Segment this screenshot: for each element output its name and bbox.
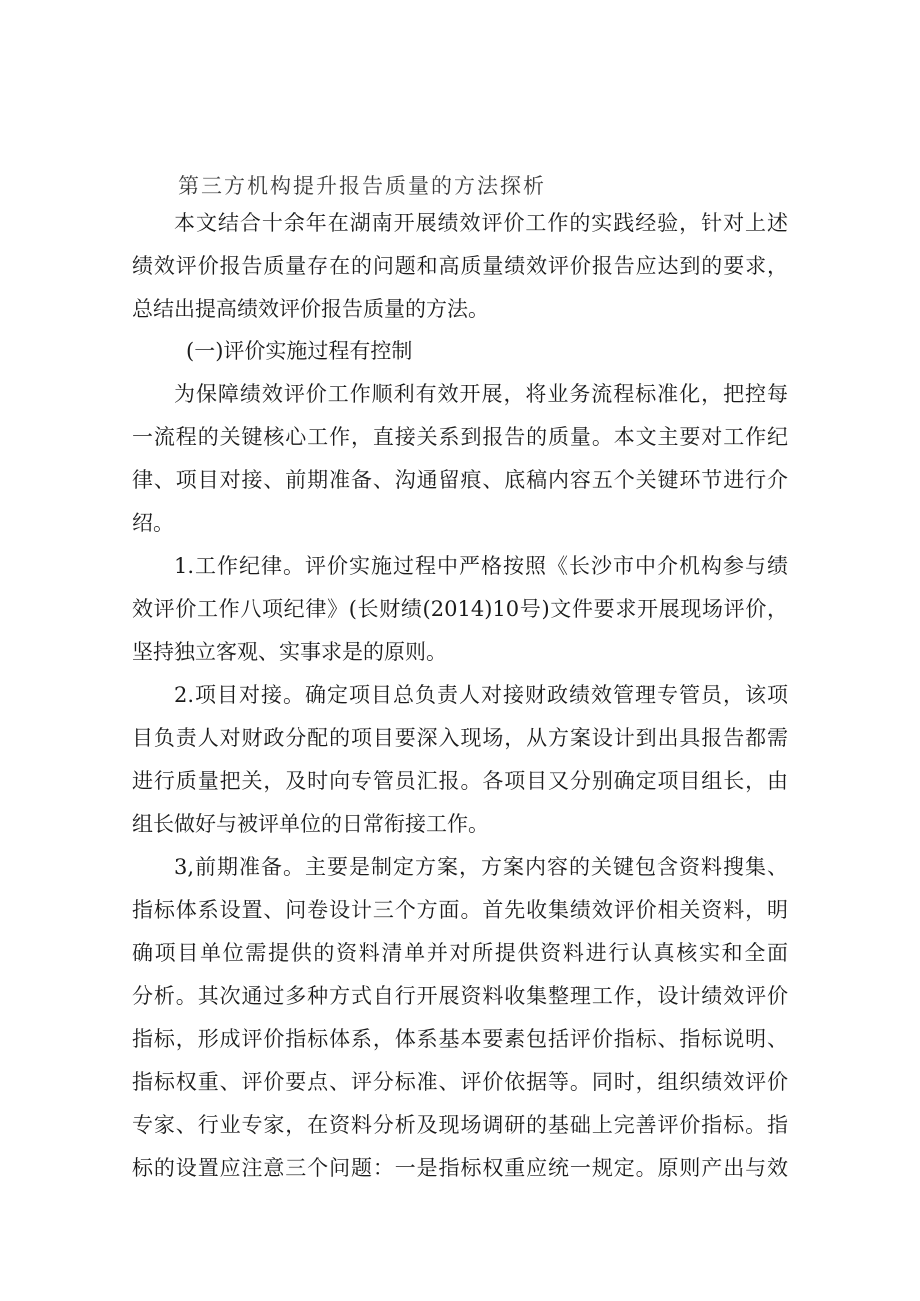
paragraph-line: 绩效评价报告质量存在的问题和高质量绩效评价报告应达到的要求， xyxy=(132,254,788,278)
list-item-line: 效评价工作八项纪律》(长财绩(2014)10号)文件要求开展现场评价， xyxy=(132,597,788,621)
paragraph-line: 为保障绩效评价工作顺利有效开展，将业务流程标准化，把控每 xyxy=(174,382,788,406)
list-item-line: 分析。其次通过多种方式自行开展资料收集整理工作，设计绩效评价 xyxy=(132,984,788,1008)
list-item-line: 目负责人对财政分配的项目要深入现场，从方案设计到出具报告都需 xyxy=(132,726,788,750)
paragraph-line: 一流程的关键核心工作，直接关系到报告的质量。本文主要对工作纪 xyxy=(132,425,788,449)
list-item-line: 标的设置应注意三个问题：一是指标权重应统一规定。原则产出与效 xyxy=(132,1156,788,1180)
list-item-line: 坚持独立客观、实事求是的原则。 xyxy=(132,640,447,664)
list-item-line: 指标权重、评价要点、评分标准、评价依据等。同时，组织绩效评价 xyxy=(132,1070,788,1094)
list-item-line: 指标体系设置、问卷设计三个方面。首先收集绩效评价相关资料，明 xyxy=(132,898,788,922)
paragraph-line: 绍。 xyxy=(132,511,174,535)
list-item-line: 1.工作纪律。评价实施过程中严格按照《长沙市中介机构参与绩 xyxy=(174,554,788,578)
list-item-line: 2.项目对接。确定项目总负责人对接财政绩效管理专管员，该项 xyxy=(174,683,788,707)
paragraph-line: 律、项目对接、前期准备、沟通留痕、底稿内容五个关键环节进行介 xyxy=(132,468,788,492)
list-item-line: 指标，形成评价指标体系，体系基本要素包括评价指标、指标说明、 xyxy=(132,1027,788,1051)
paragraph-line: 本文结合十余年在湖南开展绩效评价工作的实践经验，针对上述 xyxy=(174,211,788,235)
list-item-line: 确项目单位需提供的资料清单并对所提供资料进行认真核实和全面 xyxy=(132,941,788,965)
section-heading: (一)评价实施过程有控制 xyxy=(186,339,413,363)
list-item-line: 专家、行业专家，在资料分析及现场调研的基础上完善评价指标。指 xyxy=(132,1113,788,1137)
paragraph-line: 总结出提高绩效评价报告质量的方法。 xyxy=(132,297,489,321)
list-item-line: 3,前期准备。主要是制定方案，方案内容的关键包含资料搜集、 xyxy=(174,855,788,879)
list-item-line: 进行质量把关，及时向专管员汇报。各项目又分别确定项目组长，由 xyxy=(132,769,788,793)
list-item-line: 组长做好与被评单位的日常衔接工作。 xyxy=(132,812,489,836)
document-title: 第三方机构提升报告质量的方法探析 xyxy=(178,174,546,198)
